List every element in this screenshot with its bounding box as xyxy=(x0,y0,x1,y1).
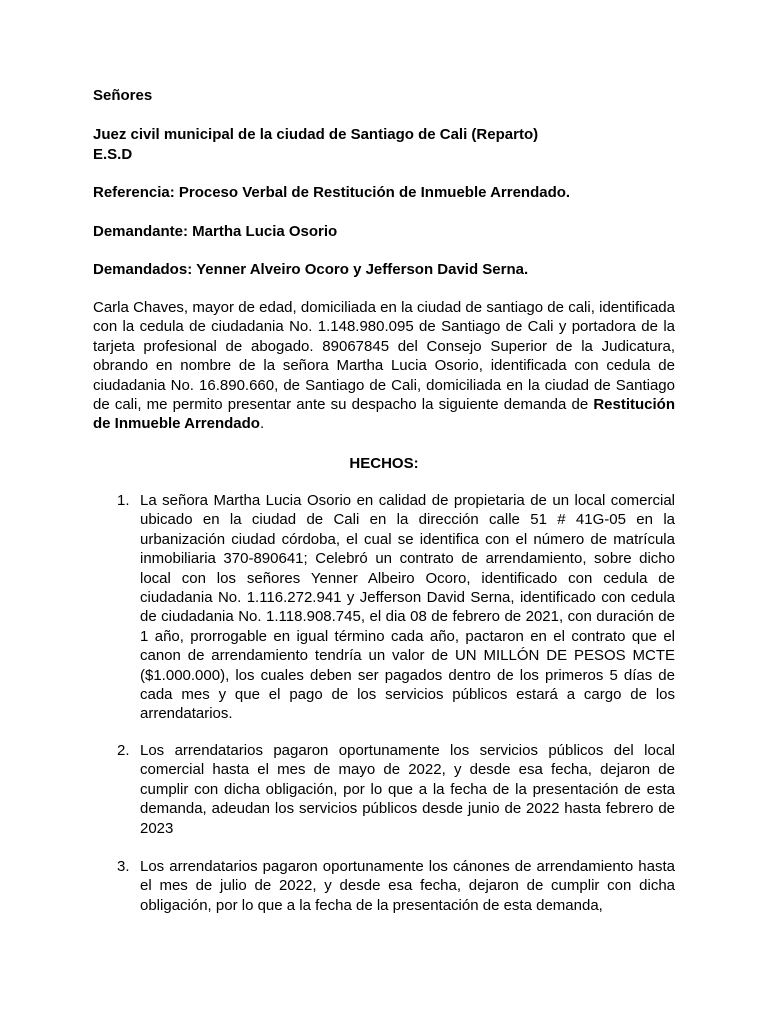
list-item-number: 1. xyxy=(117,492,130,509)
greeting: Señores xyxy=(93,87,153,104)
list-item xyxy=(117,491,675,724)
intro-end: . xyxy=(259,415,265,433)
plaintiff-line: Demandante: Martha Lucia Osorio xyxy=(93,223,338,240)
intro-bold-tail: Restitución de Inmueble Arrendado xyxy=(93,396,675,433)
addressee-line-2: E.S.D xyxy=(93,146,133,163)
list-item xyxy=(117,857,675,915)
list-item xyxy=(117,741,675,838)
list-item-text: La señora Martha Lucia Osorio en calidad de propietaria de un local comercial ubicado en la ciudad de Cali en la dirección calle 51 # 41G-05 en la urbanización ciudad córdoba, el cual se identifica con el número de matrícula inmobiliaria 370-890641; Celebró un contrato de arrendamiento, sobre dicho local con los señores Yenner Albeiro Ocoro, identificado con cedula de ciudadania No. 1.116.272.941 y Jefferson David Serna, identificado con cedula de ciudadania No. 1.118.908.745, el dia 08 de febrero de 2021, con duración de 1 año, prorrogable en igual término cada año, pactaron en el contrato que el canon de arrendamiento tendría un valor de UN MILLÓN DE PESOS MCTE ($1.000.000), los cuales deben ser pagados dentro de los primeros 5 días de cada mes y que el pago de los servicios públicos estará a cargo de los arrendatarios. xyxy=(140,492,675,723)
section-title: HECHOS: xyxy=(349,455,419,472)
list-item-text: Los arrendatarios pagaron oportunamente los cánones de arrendamiento hasta el mes de julio de 2022, y desde esa fecha, dejaron de cumplir con dicha obligación, por lo que a la fecha de la presentación de esta demanda, xyxy=(140,858,675,914)
list-item-number: 2. xyxy=(117,742,130,759)
intro-text: Carla Chaves, mayor de edad, domiciliada en la ciudad de santiago de cali, identificada con la cedula de ciudadania No. 1.148.980.095 de Santiago de Cali y portadora de la tarjeta profesional de abogado. 89067845 del Consejo Superior de la Judicatura, obrando en nombre de la señora Martha Lucia Osorio, identificada con cedula de ciudadania No. 16.890.660, de Santiago de Cali, domiciliada en la ciudad de Santiago de cali, me permito presentar ante su despacho la siguiente demanda de xyxy=(93,299,675,414)
intro-paragraph xyxy=(93,298,675,434)
list-item-number: 3. xyxy=(117,858,130,875)
list-item-text: Los arrendatarios pagaron oportunamente los servicios públicos del local comercial hasta el mes de mayo de 2022, y desde esa fecha, dejaron de cumplir con dicha obligación, por lo que a la fecha de la presentación de esta demanda, adeudan los servicios públicos desde junio de 2022 hasta febrero de 2023 xyxy=(140,742,675,837)
defendants-line: Demandados: Yenner Alveiro Ocoro y Jefferson David Serna. xyxy=(93,261,529,278)
addressee-line-1: Juez civil municipal de la ciudad de Santiago de Cali (Reparto) xyxy=(93,126,539,143)
reference-line: Referencia: Proceso Verbal de Restitución de Inmueble Arrendado. xyxy=(93,184,571,201)
